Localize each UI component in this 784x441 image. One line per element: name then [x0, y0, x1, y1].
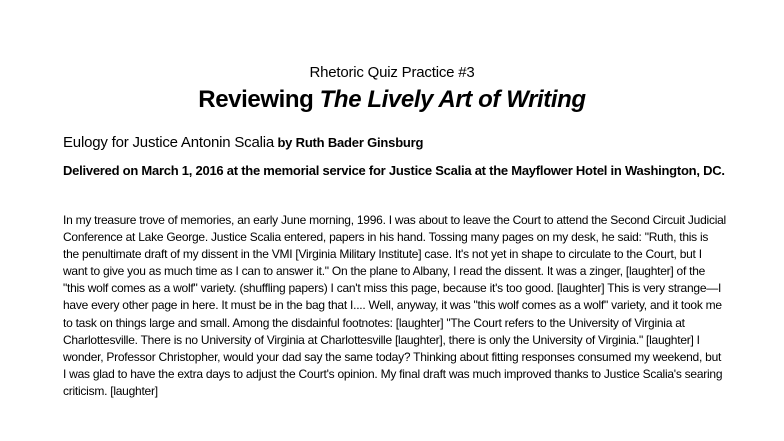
speech-author: by Ruth Bader Ginsburg — [274, 135, 424, 150]
speech-excerpt: In my treasure trove of memories, an early June morning, 1996. I was about to leave the Court to attend the Second Circuit Judicial Conference at Lake George. Justice Scalia entered, papers in his hand. Tossing many pages on my desk, he said: "Ruth, this is the penultimate draft of my dissent in the VMI [Virginia Military Institute] case. It's not yet in shape to circulate to the Court, but I want to give you as much time as I can to answer it." On the plane to Albany, I read the dissent. It was a zinger, [laughter] of the "this wolf comes as a wolf" variety. (shuffling papers) I can't miss this page, because it's too good. [laughter] This is very strange—I have every other page in here. It must be in the bag that I.... Well, anyway, it was "this wolf comes as a wolf" variety, and it took me to task on things large and small. Among the disdainful footnotes: [laughter] "The Court refers to the University of Virginia at Charlottesville. There is no University of Virginia at Charlottesville [laughter], there is only the University of Virginia." [laughter] I wonder, Professor Christopher, would your dad say the same today? Thinking about fitting responses consumed my weekend, but I was glad to have the extra days to adjust the Court's opinion. My final draft was much improved thanks to Justice Scalia's searing criticism. [laughter] — [63, 213, 726, 398]
speech-heading — [63, 134, 753, 151]
title-plain: Reviewing — [198, 86, 320, 113]
page-title — [0, 86, 784, 114]
delivery-note: Delivered on March 1, 2016 at the memorial service for Justice Scalia at the Mayflower Hotel in Washington, DC. — [63, 163, 725, 178]
title-book-name: The Lively Art of Writing — [319, 86, 586, 113]
quiz-label: Rhetoric Quiz Practice #3 — [309, 64, 475, 81]
speech-title: Eulogy for Justice Antonin Scalia — [63, 134, 275, 151]
